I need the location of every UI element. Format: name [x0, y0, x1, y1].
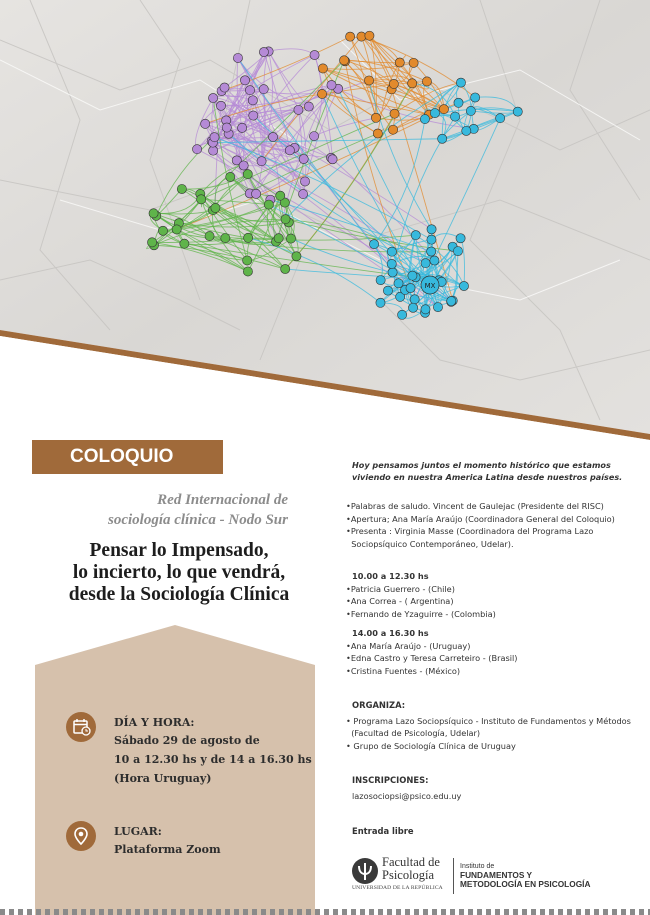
graph-node — [328, 155, 337, 164]
graph-node — [376, 276, 385, 285]
graph-node — [177, 184, 186, 193]
graph-node — [369, 240, 378, 249]
list-item: • Programa Lazo Sociopsíquico - Instituto de Fundamentos y Métodos — [346, 715, 631, 726]
list-item: •Apertura; Ana María Araújo (Coordinadora General del Coloquio) — [346, 513, 615, 524]
coloquio-badge — [32, 440, 223, 474]
graph-node — [390, 109, 399, 118]
network-graph — [0, 0, 650, 440]
list-item: •Ana María Araújo - (Uruguay) — [346, 640, 471, 651]
instituto-logo — [460, 862, 590, 889]
location-pin-icon — [66, 821, 96, 851]
graph-node-label: MX — [424, 282, 436, 290]
organiza-heading: ORGANIZA: — [352, 700, 406, 710]
graph-node — [398, 310, 407, 319]
graph-node — [430, 109, 439, 118]
graph-node — [233, 53, 242, 62]
graph-node — [238, 123, 247, 132]
graph-node — [346, 32, 355, 41]
graph-node — [408, 303, 417, 312]
inscripciones-block — [346, 774, 646, 802]
graph-node — [389, 79, 398, 88]
graph-node — [395, 58, 404, 67]
graph-node — [433, 302, 442, 311]
entrada-libre: Entrada libre — [352, 826, 414, 836]
graph-node — [304, 102, 313, 111]
list-item: •Ana Correa - ( Argentina) — [346, 596, 454, 606]
graph-node — [409, 58, 418, 67]
graph-node — [310, 50, 319, 59]
graph-node — [299, 154, 308, 163]
graph-node — [257, 157, 266, 166]
graph-node — [276, 191, 285, 200]
date-line2: 10 a 12.30 hs y de 14 a 16.30 hs — [114, 753, 312, 766]
opening-list — [346, 500, 646, 550]
graph-node — [364, 76, 373, 85]
graph-node — [147, 238, 156, 247]
date-label: DÍA Y HORA: — [114, 716, 195, 729]
organiza-block — [346, 699, 646, 752]
graph-node — [211, 203, 220, 212]
graph-node — [371, 113, 380, 122]
graph-node — [422, 77, 431, 86]
graph-node — [294, 105, 303, 114]
graph-node — [149, 209, 158, 218]
graph-node — [220, 83, 229, 92]
graph-node — [240, 76, 249, 85]
graph-node — [387, 259, 396, 268]
date-block — [66, 714, 316, 788]
graph-node — [388, 268, 397, 277]
graph-node — [281, 215, 290, 224]
graph-node — [244, 233, 253, 242]
graph-node — [421, 259, 430, 268]
graph-node — [454, 98, 463, 107]
graph-node — [408, 79, 417, 88]
graph-node — [462, 126, 471, 135]
graph-node — [201, 119, 210, 128]
logo-inst-line3: METODOLOGÍA EN PSICOLOGÍA — [460, 879, 591, 889]
graph-node — [513, 107, 522, 116]
graph-node — [221, 233, 230, 242]
inscripciones-email[interactable]: lazosociopsi@psico.edu.uy — [352, 790, 462, 801]
graph-node — [205, 231, 214, 240]
network-title-line1: Red Internacional de — [157, 492, 288, 508]
graph-node — [450, 112, 459, 121]
graph-node — [286, 234, 295, 243]
graph-node — [249, 111, 258, 120]
entrada-block — [346, 825, 646, 838]
graph-node — [466, 106, 475, 115]
graph-node — [411, 231, 420, 240]
graph-node — [427, 235, 436, 244]
graph-node — [264, 200, 273, 209]
graph-node — [365, 31, 374, 40]
graph-node — [456, 78, 465, 87]
place-value: Plataforma Zoom — [114, 843, 221, 856]
graph-node — [383, 286, 392, 295]
place-block — [66, 823, 316, 859]
graph-node — [216, 101, 225, 110]
graph-node — [281, 264, 290, 273]
graph-node — [430, 256, 439, 265]
headline-line3: desde la Sociología Clínica — [68, 584, 290, 605]
graph-node — [243, 170, 252, 179]
logo-inst-line2: FUNDAMENTOS Y — [460, 870, 533, 880]
event-headline — [32, 540, 326, 606]
graph-node — [496, 114, 505, 123]
network-title — [88, 490, 288, 530]
graph-node — [210, 133, 219, 142]
graph-node — [453, 247, 462, 256]
graph-node — [285, 146, 294, 155]
list-item: • Grupo de Sociología Clínica de Uruguay — [346, 740, 516, 751]
graph-node — [180, 239, 189, 248]
graph-node — [274, 234, 283, 243]
list-item: •Palabras de saludo. Vincent de Gaulejac (Presidente del RISC) — [346, 501, 604, 511]
graph-node — [248, 96, 257, 105]
facultad-logo — [352, 856, 447, 896]
list-item: (Facultad de Psicología, Udelar) — [346, 728, 481, 738]
graph-node — [239, 161, 248, 170]
logo-fac-line3: UNIVERSIDAD DE LA REPÚBLICA — [352, 885, 443, 891]
graph-node — [245, 86, 254, 95]
session-morning — [346, 570, 646, 620]
headline-line1: Pensar lo Impensado, — [89, 540, 269, 561]
session-morning-time: 10.00 a 12.30 hs — [352, 571, 429, 581]
logo-divider — [453, 858, 454, 894]
faculty-logo — [352, 856, 642, 896]
calendar-clock-icon — [66, 712, 96, 742]
graph-node — [340, 56, 349, 65]
graph-node — [459, 281, 468, 290]
date-line3: (Hora Uruguay) — [114, 772, 212, 785]
graph-node — [420, 114, 429, 123]
graph-node — [317, 89, 326, 98]
logo-fac-line2: Psicología — [382, 868, 435, 882]
graph-node — [408, 271, 417, 280]
graph-node — [406, 283, 415, 292]
graph-node — [410, 295, 419, 304]
graph-node — [259, 85, 268, 94]
graph-node — [243, 267, 252, 276]
graph-node — [388, 125, 397, 134]
graph-node — [373, 129, 382, 138]
graph-node — [471, 93, 480, 102]
graph-node — [192, 145, 201, 154]
graph-node — [318, 64, 327, 73]
graph-node — [427, 247, 436, 256]
graph-node — [327, 80, 336, 89]
psi-logo-icon — [352, 858, 378, 884]
intro-line1: Hoy pensamos juntos el momento histórico que estamos — [352, 460, 611, 470]
graph-node — [292, 252, 301, 261]
list-item: •Edna Castro y Teresa Carreteiro - (Brasil) — [346, 653, 518, 663]
graph-node — [309, 131, 318, 140]
graph-node — [438, 134, 447, 143]
logo-fac-line1: Facultad de — [382, 855, 440, 869]
session-afternoon-time: 14.00 a 16.30 hs — [352, 628, 429, 638]
graph-node — [300, 177, 309, 186]
list-item: •Presenta : Virginia Masse (Coordinadora del Programa Lazo — [346, 526, 594, 536]
graph-node — [197, 195, 206, 204]
graph-node — [376, 298, 385, 307]
graph-node — [427, 225, 436, 234]
place-label: LUGAR: — [114, 825, 162, 838]
graph-node — [439, 105, 448, 114]
graph-node — [421, 305, 430, 314]
graph-node — [456, 234, 465, 243]
list-item: •Patricia Guerrero - (Chile) — [346, 583, 455, 594]
headline-line2: lo incierto, lo que vendrá, — [72, 562, 286, 583]
graph-node — [259, 47, 268, 56]
list-item: •Fernando de Yzaguirre - (Colombia) — [346, 608, 496, 619]
coloquio-label: COLOQUIO — [70, 446, 174, 467]
graph-node — [158, 226, 167, 235]
graph-node — [298, 189, 307, 198]
graph-node — [268, 132, 277, 141]
intro-line2: viviendo en nuestra America Latina desde nuestros países. — [352, 472, 623, 482]
intro-text — [352, 459, 642, 483]
network-title-line2: sociología clínica - Nodo Sur — [107, 512, 288, 528]
graph-node — [172, 225, 181, 234]
logo-inst-line1: Instituto de — [460, 863, 495, 870]
date-line1: Sábado 29 de agosto de — [114, 734, 260, 747]
list-item: •Cristina Fuentes - (México) — [346, 665, 461, 676]
graph-node — [387, 247, 396, 256]
hero-network-image — [0, 0, 650, 440]
graph-node — [251, 189, 260, 198]
session-afternoon — [346, 627, 646, 677]
inscripciones-heading: INSCRIPCIONES: — [352, 775, 429, 785]
graph-node — [226, 172, 235, 181]
graph-node — [222, 123, 231, 132]
list-item: Sociopsíquico Contemporáneo, Udelar). — [346, 538, 514, 549]
graph-node — [447, 296, 456, 305]
graph-node — [243, 256, 252, 265]
footer-dotted-line — [0, 909, 650, 915]
graph-node — [209, 93, 218, 102]
